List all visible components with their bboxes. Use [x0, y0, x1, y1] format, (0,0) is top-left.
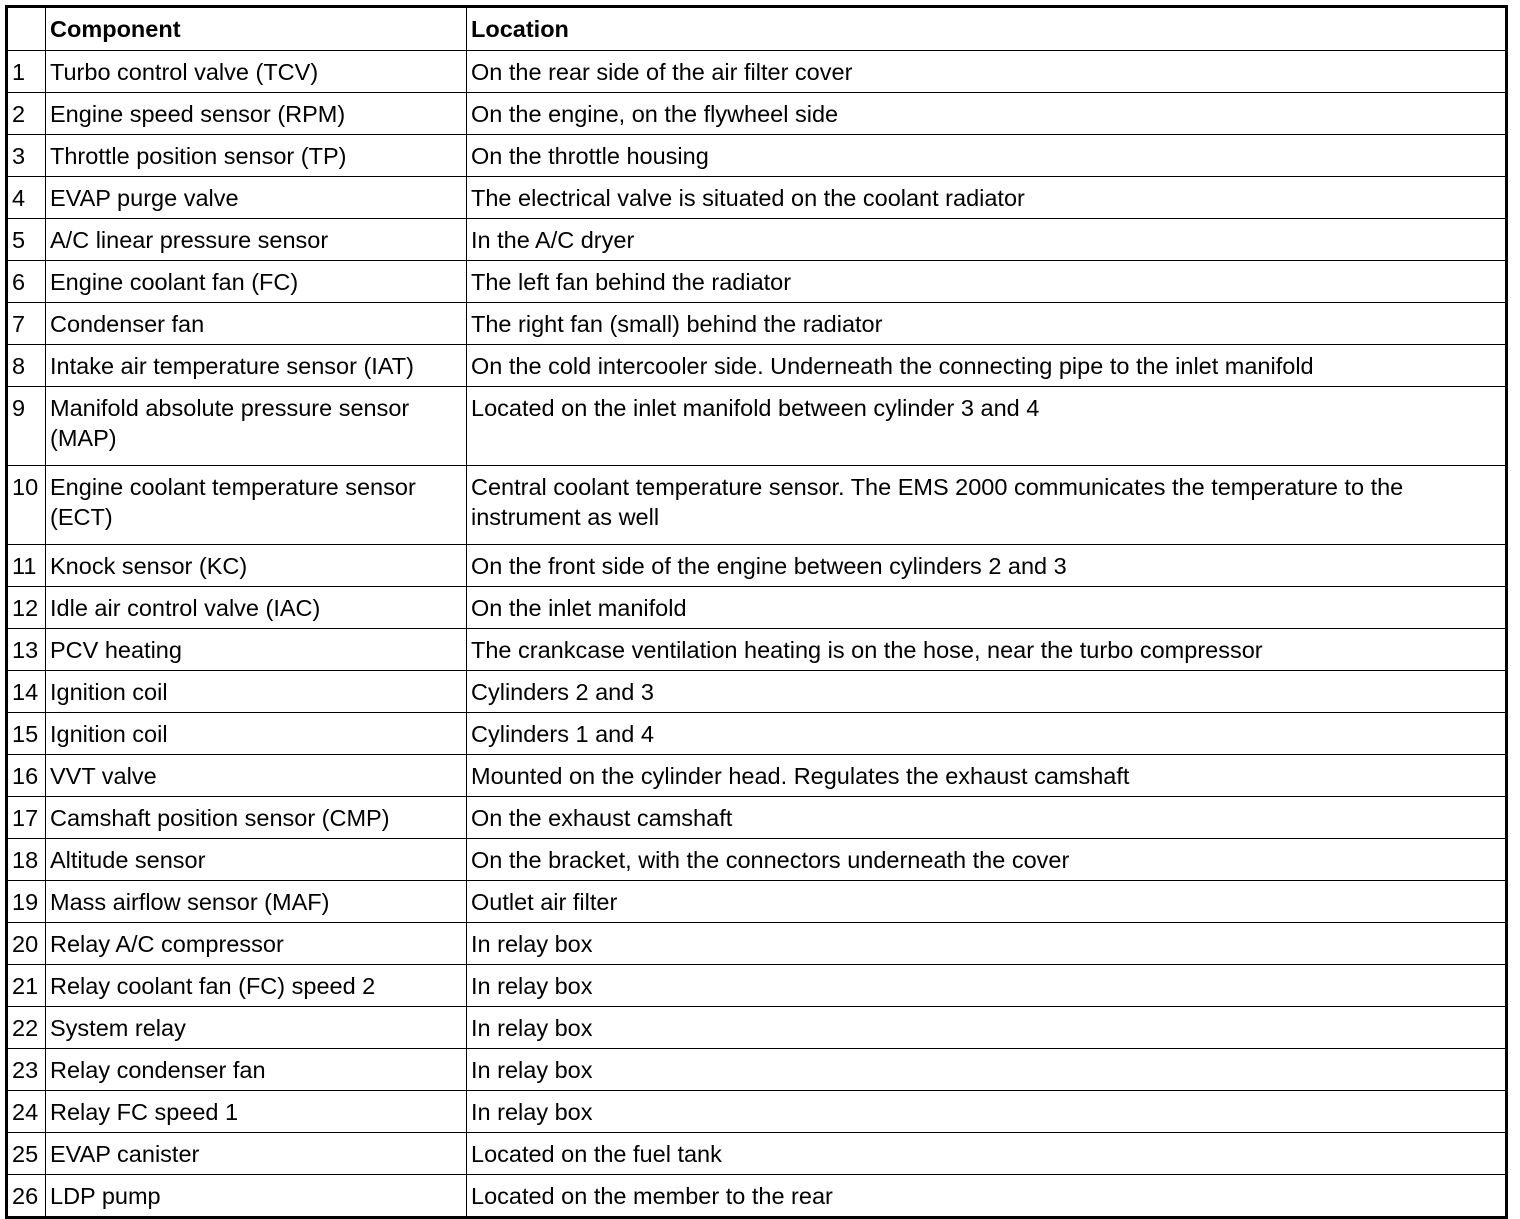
table-row: [7, 177, 1507, 219]
row-number: 3: [7, 135, 46, 177]
row-number: 2: [7, 93, 46, 135]
component-location-table: [5, 5, 1508, 1219]
table-row: [7, 1175, 1507, 1218]
row-location: Central coolant temperature sensor. The EMS 2000 communicates the temperature to the instrument as well: [467, 466, 1507, 545]
row-number: 26: [7, 1175, 46, 1218]
row-component: Condenser fan: [46, 303, 467, 345]
table-row: [7, 629, 1507, 671]
table-row: [7, 387, 1507, 466]
table-row: [7, 466, 1507, 545]
row-location: On the bracket, with the connectors underneath the cover: [467, 839, 1507, 881]
table-row: [7, 587, 1507, 629]
row-component: System relay: [46, 1007, 467, 1049]
row-number: 11: [7, 545, 46, 587]
row-location: The crankcase ventilation heating is on the hose, near the turbo compressor: [467, 629, 1507, 671]
row-location: Located on the inlet manifold between cylinder 3 and 4: [467, 387, 1507, 466]
row-location: On the cold intercooler side. Underneath the connecting pipe to the inlet manifold: [467, 345, 1507, 387]
table-row: [7, 135, 1507, 177]
row-location: Located on the fuel tank: [467, 1133, 1507, 1175]
row-component: Altitude sensor: [46, 839, 467, 881]
header-component: Component: [46, 7, 467, 51]
row-component: PCV heating: [46, 629, 467, 671]
row-number: 15: [7, 713, 46, 755]
row-component: Ignition coil: [46, 671, 467, 713]
row-location: In relay box: [467, 1007, 1507, 1049]
row-component: Camshaft position sensor (CMP): [46, 797, 467, 839]
row-location: In relay box: [467, 1049, 1507, 1091]
row-location: Cylinders 1 and 4: [467, 713, 1507, 755]
row-component: Engine coolant fan (FC): [46, 261, 467, 303]
row-location: The right fan (small) behind the radiator: [467, 303, 1507, 345]
row-component: Manifold absolute pressure sensor (MAP): [46, 387, 467, 466]
row-location: On the engine, on the flywheel side: [467, 93, 1507, 135]
table-row: [7, 51, 1507, 93]
row-component: Ignition coil: [46, 713, 467, 755]
row-number: 5: [7, 219, 46, 261]
row-component: Idle air control valve (IAC): [46, 587, 467, 629]
row-component: Knock sensor (KC): [46, 545, 467, 587]
row-component: Engine coolant temperature sensor (ECT): [46, 466, 467, 545]
row-component: Turbo control valve (TCV): [46, 51, 467, 93]
table-row: [7, 839, 1507, 881]
row-component: A/C linear pressure sensor: [46, 219, 467, 261]
row-number: 23: [7, 1049, 46, 1091]
table-row: [7, 755, 1507, 797]
row-component: Relay A/C compressor: [46, 923, 467, 965]
row-component: Engine speed sensor (RPM): [46, 93, 467, 135]
row-location: On the exhaust camshaft: [467, 797, 1507, 839]
table-row: [7, 93, 1507, 135]
row-number: 16: [7, 755, 46, 797]
row-number: 14: [7, 671, 46, 713]
row-location: On the rear side of the air filter cover: [467, 51, 1507, 93]
row-location: Located on the member to the rear: [467, 1175, 1507, 1218]
row-number: 7: [7, 303, 46, 345]
row-component: EVAP canister: [46, 1133, 467, 1175]
header-number: [7, 7, 46, 51]
row-location: The electrical valve is situated on the coolant radiator: [467, 177, 1507, 219]
row-component: Throttle position sensor (TP): [46, 135, 467, 177]
row-location: On the front side of the engine between cylinders 2 and 3: [467, 545, 1507, 587]
row-component: Intake air temperature sensor (IAT): [46, 345, 467, 387]
row-number: 9: [7, 387, 46, 466]
row-component: Relay coolant fan (FC) speed 2: [46, 965, 467, 1007]
table-row: [7, 1133, 1507, 1175]
table-row: [7, 1007, 1507, 1049]
row-number: 12: [7, 587, 46, 629]
table-header-row: [7, 7, 1507, 51]
row-location: In the A/C dryer: [467, 219, 1507, 261]
table-row: [7, 303, 1507, 345]
row-location: Cylinders 2 and 3: [467, 671, 1507, 713]
row-number: 21: [7, 965, 46, 1007]
row-location: On the inlet manifold: [467, 587, 1507, 629]
row-location: In relay box: [467, 965, 1507, 1007]
table-row: [7, 345, 1507, 387]
table-row: [7, 261, 1507, 303]
row-number: 18: [7, 839, 46, 881]
row-location: Mounted on the cylinder head. Regulates the exhaust camshaft: [467, 755, 1507, 797]
table-row: [7, 671, 1507, 713]
row-number: 19: [7, 881, 46, 923]
table-row: [7, 1091, 1507, 1133]
row-number: 25: [7, 1133, 46, 1175]
row-location: In relay box: [467, 923, 1507, 965]
row-component: EVAP purge valve: [46, 177, 467, 219]
row-component: VVT valve: [46, 755, 467, 797]
table-row: [7, 797, 1507, 839]
row-component: Relay FC speed 1: [46, 1091, 467, 1133]
row-location: On the throttle housing: [467, 135, 1507, 177]
row-location: The left fan behind the radiator: [467, 261, 1507, 303]
table-row: [7, 713, 1507, 755]
header-location: Location: [467, 7, 1507, 51]
row-number: 22: [7, 1007, 46, 1049]
table-row: [7, 923, 1507, 965]
row-location: Outlet air filter: [467, 881, 1507, 923]
table-row: [7, 881, 1507, 923]
row-component: LDP pump: [46, 1175, 467, 1218]
table-row: [7, 219, 1507, 261]
row-component: Mass airflow sensor (MAF): [46, 881, 467, 923]
row-number: 17: [7, 797, 46, 839]
row-number: 4: [7, 177, 46, 219]
table-row: [7, 545, 1507, 587]
row-number: 1: [7, 51, 46, 93]
row-number: 20: [7, 923, 46, 965]
table-row: [7, 965, 1507, 1007]
table-row: [7, 1049, 1507, 1091]
row-number: 13: [7, 629, 46, 671]
row-number: 6: [7, 261, 46, 303]
row-number: 8: [7, 345, 46, 387]
row-number: 10: [7, 466, 46, 545]
row-number: 24: [7, 1091, 46, 1133]
row-component: Relay condenser fan: [46, 1049, 467, 1091]
row-location: In relay box: [467, 1091, 1507, 1133]
